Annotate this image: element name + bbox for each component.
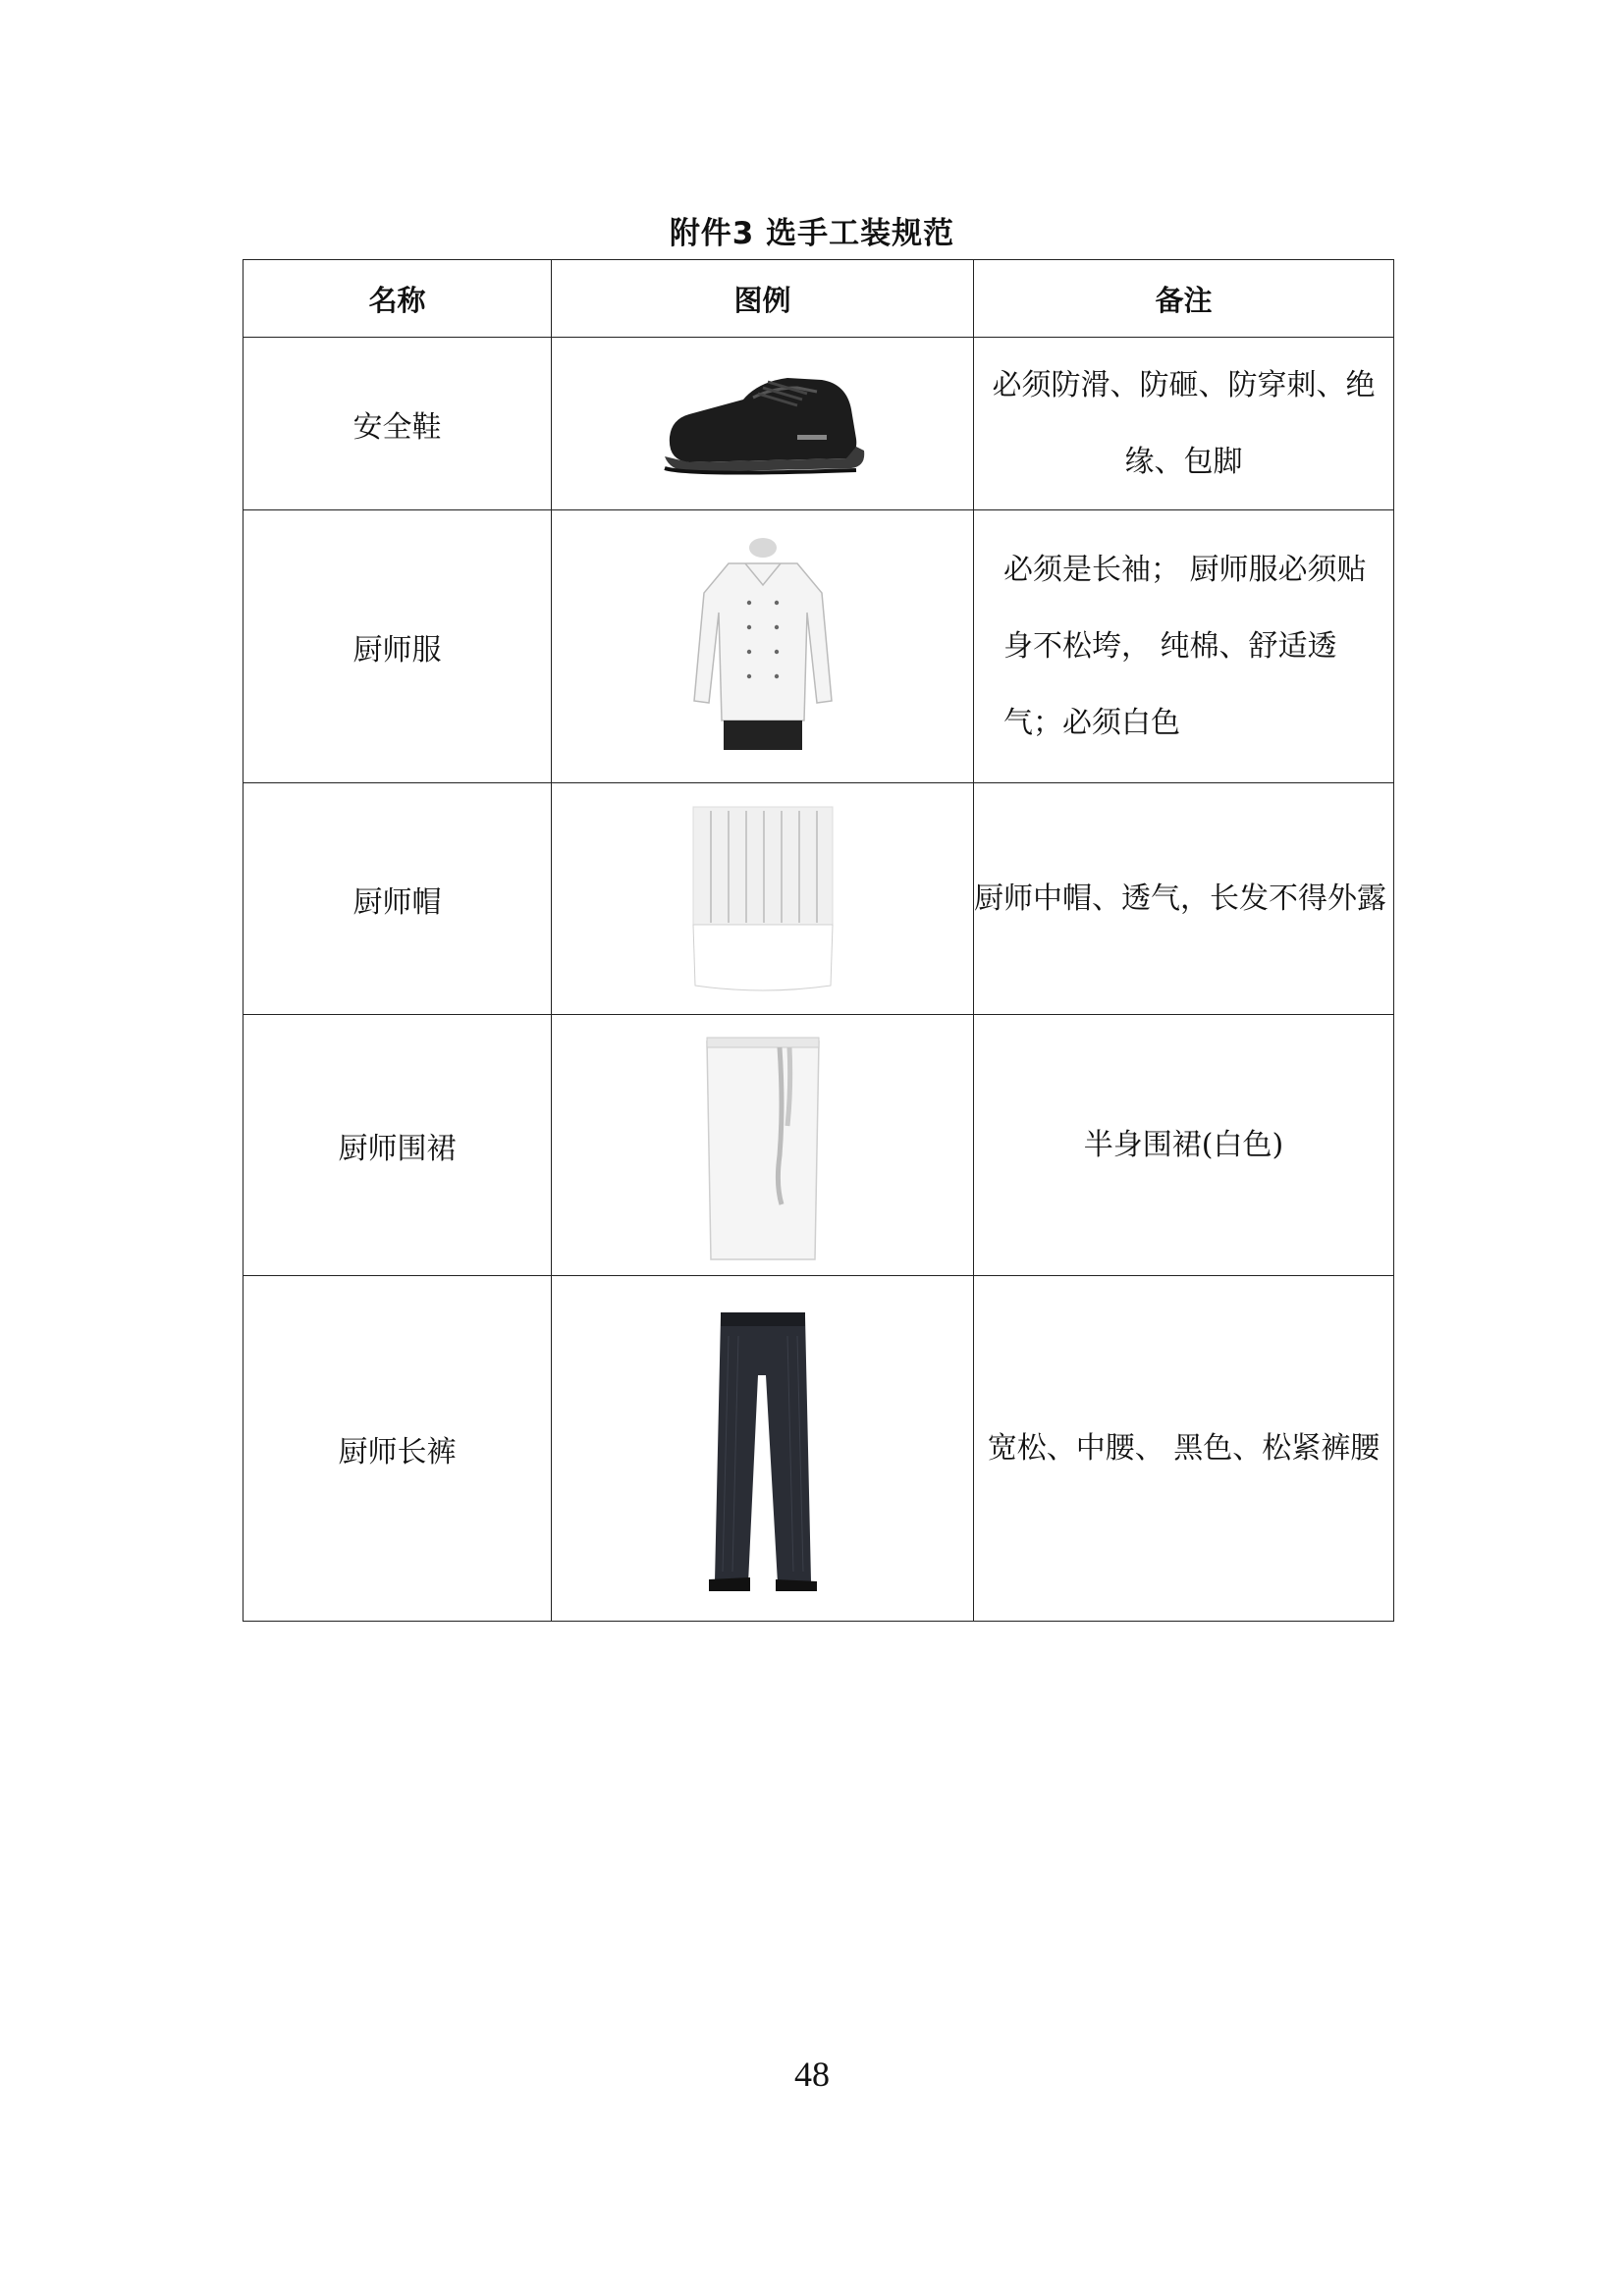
header-image: 图例 <box>552 260 974 338</box>
item-image <box>552 510 974 783</box>
table-header-row <box>244 260 1394 338</box>
safety-shoe-photo <box>650 360 876 488</box>
item-name: 厨师围裙 <box>244 1015 552 1276</box>
table-row <box>244 510 1394 783</box>
item-note: 必须防滑、防砸、防穿刺、绝缘、包脚 <box>974 338 1394 510</box>
table-row <box>244 783 1394 1015</box>
item-name: 安全鞋 <box>244 338 552 510</box>
header-note: 备注 <box>974 260 1394 338</box>
item-image <box>552 338 974 510</box>
item-image <box>552 1015 974 1276</box>
table-row <box>244 1015 1394 1276</box>
item-note: 厨师中帽、透气，长发不得外露 <box>974 783 1394 1015</box>
item-image <box>552 1276 974 1622</box>
item-note: 半身围裙(白色) <box>974 1015 1394 1276</box>
item-note: 必须是长袖； 厨师服必须贴身不松垮， 纯棉、舒适透气；必须白色 <box>974 510 1394 783</box>
header-name: 名称 <box>244 260 552 338</box>
item-name: 厨师长裤 <box>244 1276 552 1622</box>
page-number: 48 <box>794 2055 830 2094</box>
chef-apron-photo <box>699 1028 827 1263</box>
item-note: 宽松、中腰、 黑色、松紧裤腰 <box>974 1276 1394 1622</box>
page-title: 附件3 选手工装规范 <box>669 216 955 251</box>
chef-jacket-photo <box>684 534 841 760</box>
chef-hat-photo <box>689 803 837 995</box>
item-image <box>552 783 974 1015</box>
item-name: 厨师帽 <box>244 783 552 1015</box>
uniform-spec-table <box>243 259 1394 1622</box>
item-name: 厨师服 <box>244 510 552 783</box>
chef-trousers-photo <box>709 1307 817 1591</box>
table-row <box>244 1276 1394 1622</box>
table-row <box>244 338 1394 510</box>
